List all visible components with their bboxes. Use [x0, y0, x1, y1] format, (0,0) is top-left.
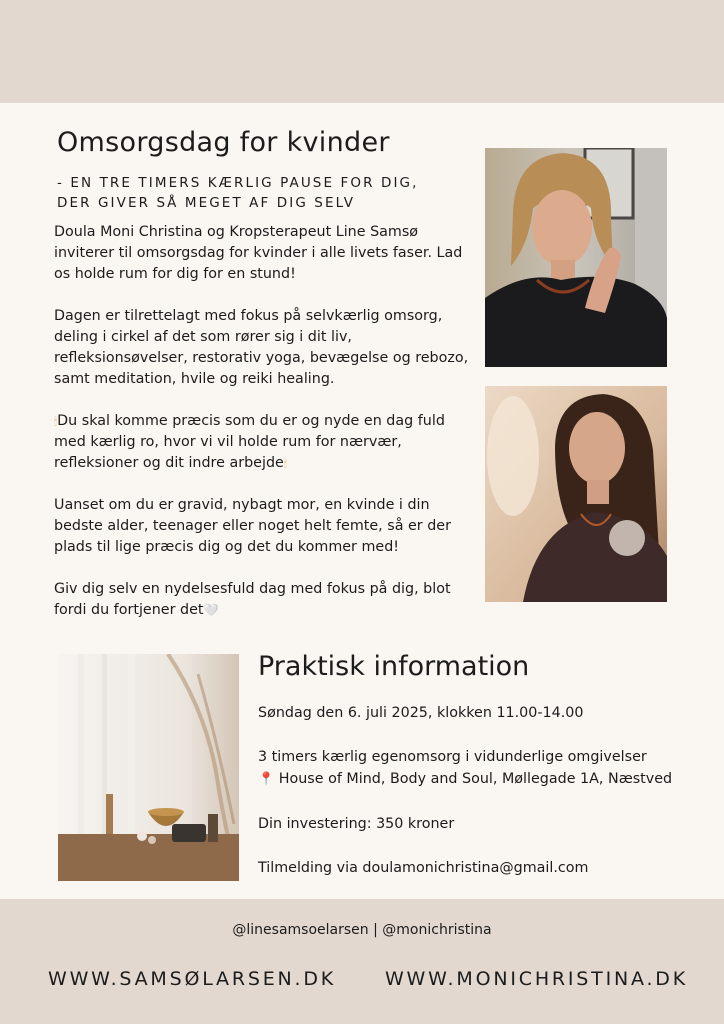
website-samsoelarsen: WWW.SAMSØLARSEN.DK: [48, 968, 337, 990]
intro-text: [54, 222, 474, 642]
intro-paragraph-1: Doula Moni Christina og Kropsterapeut Line Samsø inviterer til omsorgsdag for kvinder i alle livets faser. Lad os holde rum for dig for en stund!: [54, 224, 463, 282]
event-date: Søndag den 6. juli 2025, klokken 11.00-14.00: [258, 705, 584, 721]
photo-singing-bowl: [58, 654, 239, 881]
intro-paragraph-2: Dagen er tilrettelagt med fokus på selvkærlig omsorg, deling i cirkel af det som rører sig i dit liv, refleksionsøvelser, restorativ yoga, bevægelse og rebozo, samt meditation, hvile og reiki healing.: [54, 308, 469, 387]
event-location-text: House of Mind, Body and Soul, Møllegade 1A, Næstved: [278, 771, 673, 787]
website-monichristina: WWW.MONICHRISTINA.DK: [384, 968, 688, 990]
candle-icon: 🕯: [283, 457, 287, 470]
footer-band: [0, 899, 724, 1024]
page-subtitle: [57, 173, 467, 213]
intro-paragraph-4: Uanset om du er gravid, nybagt mor, en kvinde i din bedste alder, teenager eller noget helt femte, så er der plads til lige præcis dig og det du kommer med!: [54, 497, 451, 555]
event-signup: Tilmelding via doulamonichristina@gmail.com: [258, 860, 589, 876]
heart-icon: 🤍: [203, 603, 219, 617]
website-links: [48, 968, 688, 990]
intro-paragraph-3-text: Du skal komme præcis som du er og nyde en dag fuld med kærlig ro, hvor vi vil holde rum for nærvær, refleksioner og dit indre arbejde: [54, 413, 445, 471]
subtitle-line-2: DER GIVER SÅ MEGET AF DIG SELV: [57, 195, 356, 211]
event-duration: 3 timers kærlig egenomsorg i vidunderlige omgivelser: [258, 749, 647, 765]
intro-paragraph-5-text: Giv dig selv en nydelsesfuld dag med fokus på dig, blot fordi du fortjener det: [54, 581, 451, 618]
page-title: Omsorgsdag for kvinder: [57, 127, 390, 158]
event-location: [258, 768, 708, 791]
photo-moni-christina: [485, 386, 667, 602]
event-price: Din investering: 350 kroner: [258, 816, 455, 832]
subtitle-line-1: - EN TRE TIMERS KÆRLIG PAUSE FOR DIG,: [57, 175, 419, 191]
social-handles: @linesamsoelarsen | @monichristina: [232, 922, 492, 938]
intro-paragraph-3: [54, 411, 474, 474]
info-title: Praktisk information: [258, 651, 530, 682]
practical-info: [258, 702, 708, 879]
top-band: [0, 0, 724, 103]
photo-line-samsoe: [485, 148, 667, 367]
intro-paragraph-5: [54, 579, 474, 621]
candle-icon: 🕯: [54, 415, 58, 428]
pin-icon: 📍: [258, 772, 275, 787]
